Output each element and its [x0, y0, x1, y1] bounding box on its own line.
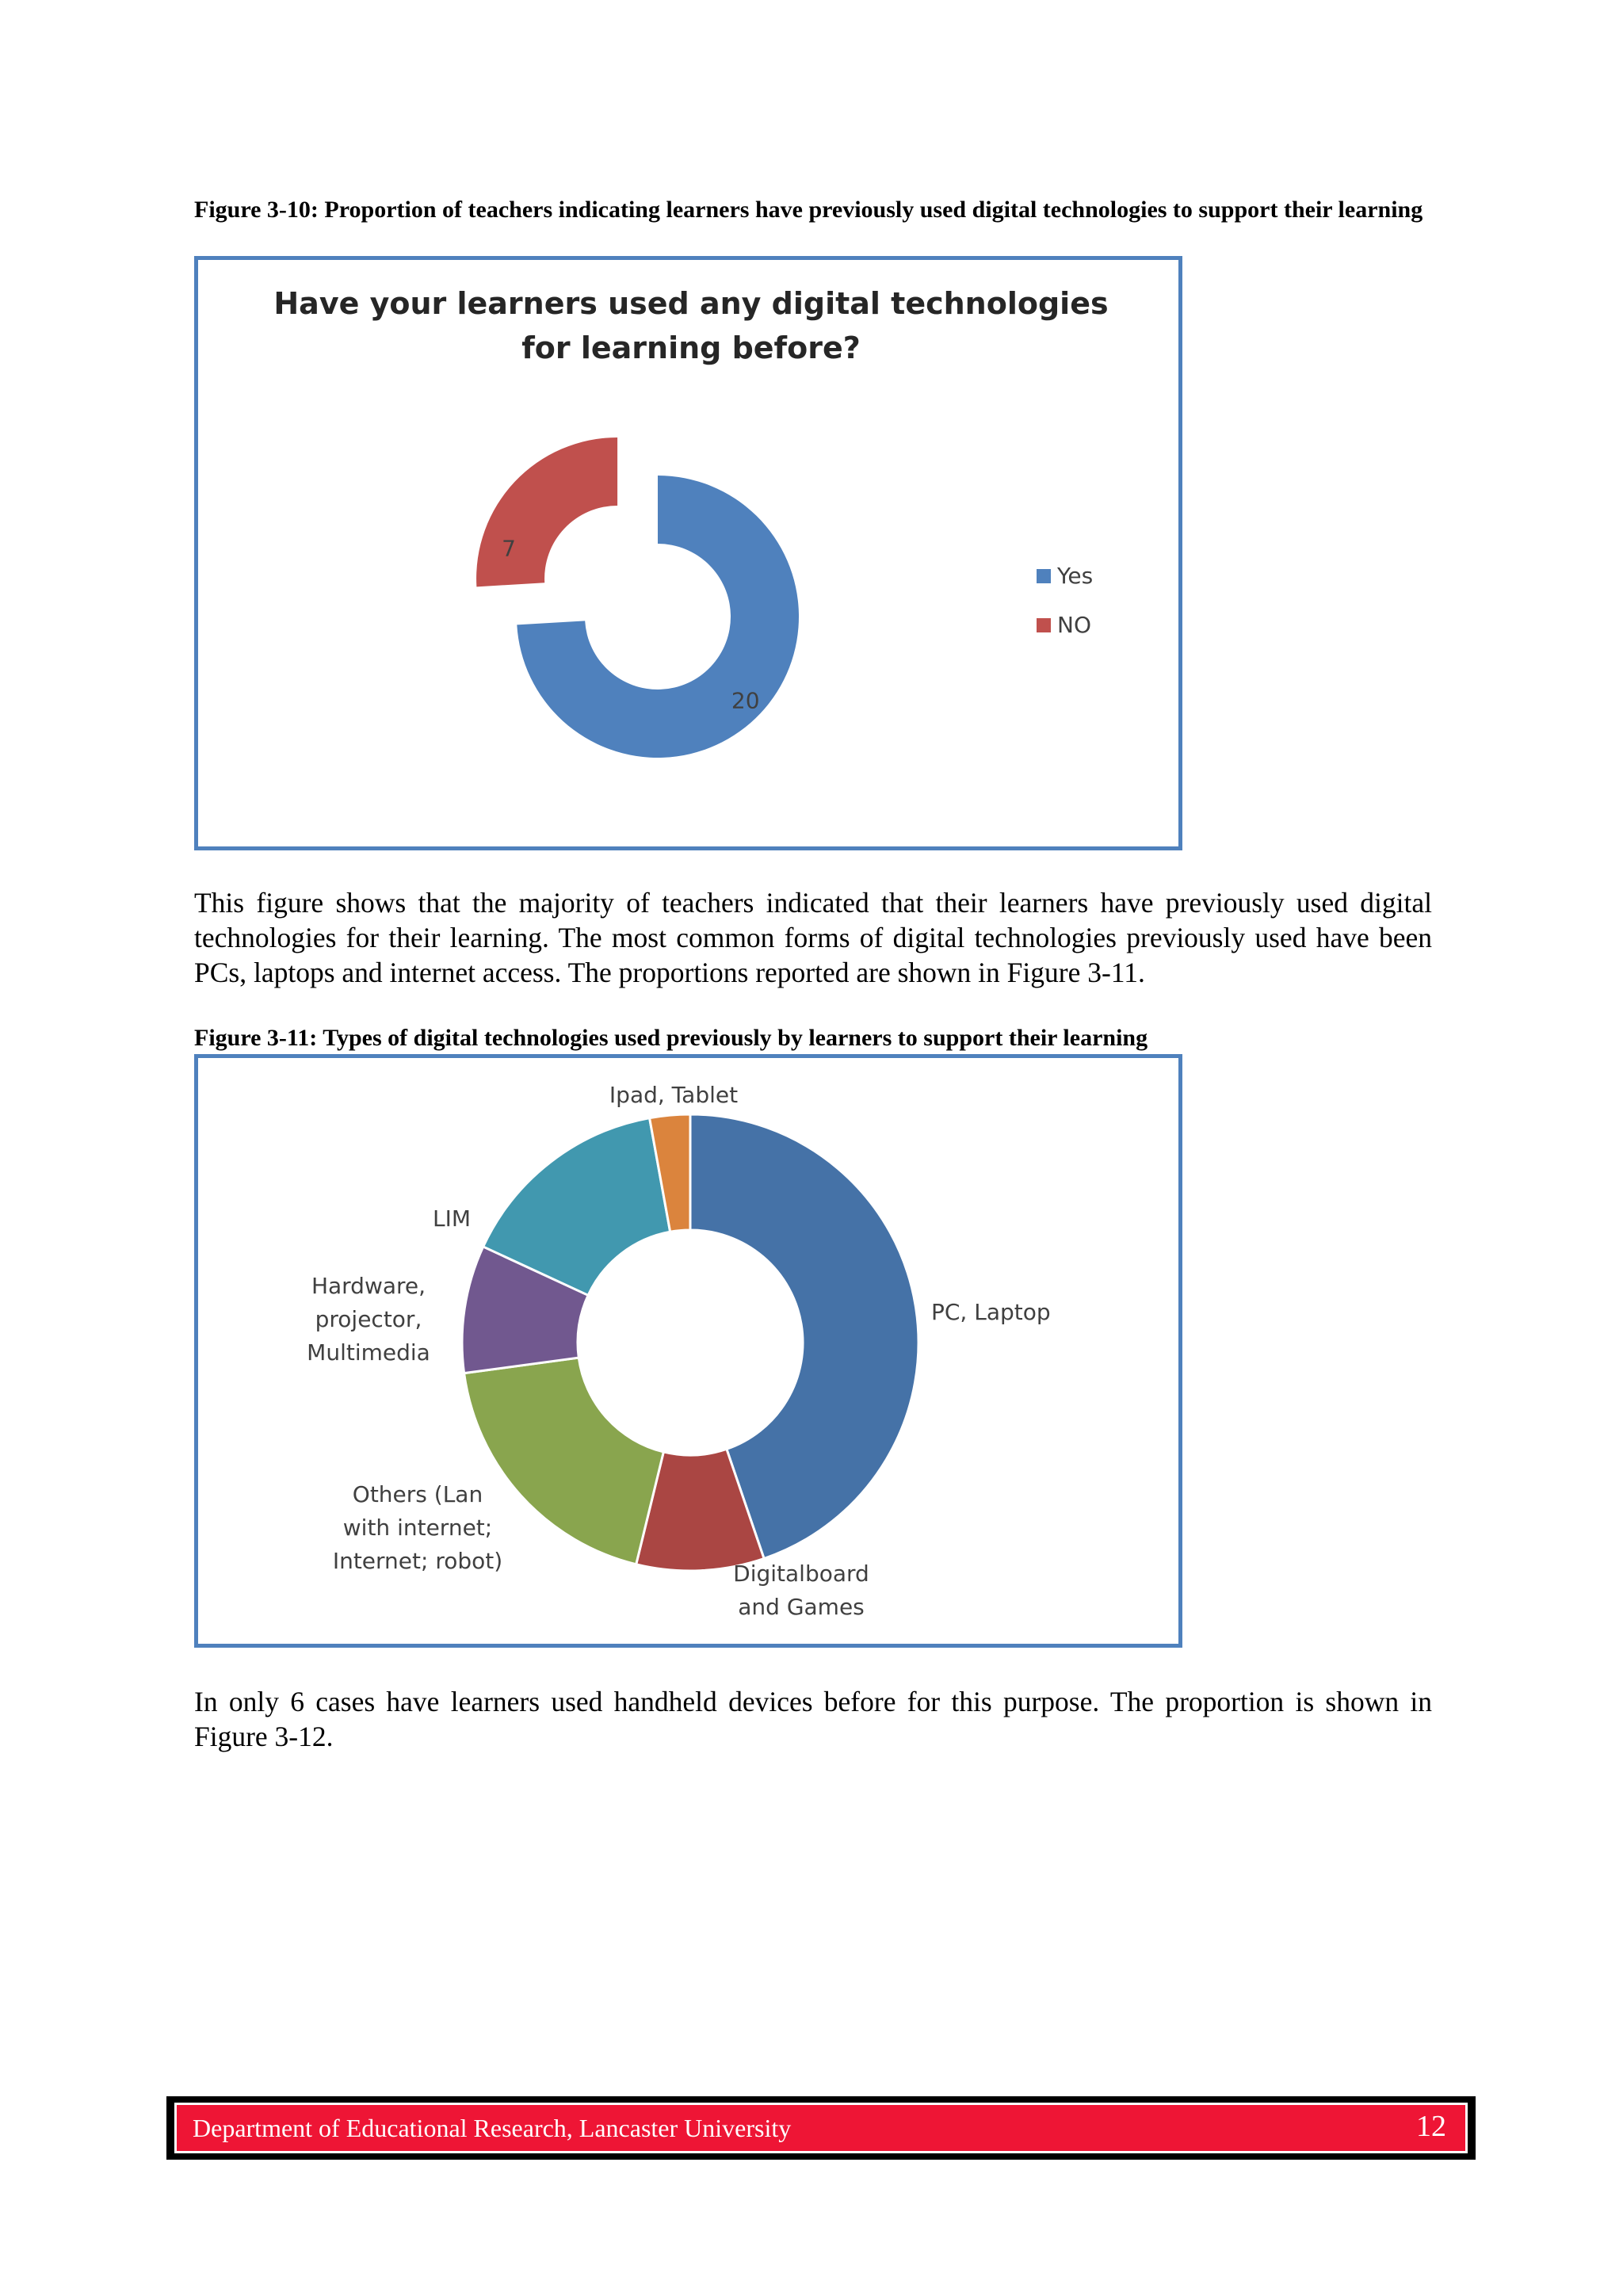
category-label-digitalboard-and-games: Digitalboard and Games: [733, 1561, 869, 1620]
slice-others-lan-with-internet-internet-robot: [464, 1358, 664, 1564]
chart-title-line-1: Have your learners used any digital technologies: [273, 286, 1109, 321]
category-label-lim: LIM: [432, 1205, 472, 1232]
category-label-ipad-tablet: Ipad, Tablet: [609, 1082, 739, 1108]
slice-no: [476, 437, 617, 586]
category-label-others-lan-with-internet-internet-robot: Others (Lan with internet; Internet; robot): [332, 1481, 503, 1574]
figure-3-11-caption: Figure 3-11: Types of digital technologies used previously by learners to support their learning: [194, 1025, 1148, 1051]
figure-3-10-caption: Figure 3-10: Proportion of teachers indicating learners have previously used digital technologies to support their learning: [194, 197, 1423, 223]
page-footer: [166, 2096, 1476, 2160]
legend-swatch-no: [1037, 618, 1051, 632]
legend-label-yes: Yes: [1057, 563, 1094, 589]
footer-bar: [174, 2103, 1468, 2153]
figure-3-11-chart: [194, 1054, 1182, 1648]
data-label-yes: 20: [731, 687, 760, 714]
data-label-no: 7: [502, 535, 516, 562]
page-number: 12: [1416, 2110, 1446, 2143]
body-paragraph-1: This figure shows that the majority of teachers indicated that their learners have previously used digital technologies for their learning. The most common forms of digital technologies previously used have been PCs, laptops and internet access. The proportions reported are shown in Figure 3-11.: [194, 887, 1432, 988]
legend-label-no: NO: [1057, 612, 1091, 638]
chart-title-line-2: for learning before?: [521, 330, 861, 365]
body-paragraph-2: In only 6 cases have learners used handheld devices before for this purpose. The proportion is shown in Figure 3-12.: [194, 1686, 1432, 1752]
footer-institution: Department of Educational Research, Lancaster University: [193, 2114, 792, 2142]
figure-3-10-chart: [194, 256, 1182, 850]
category-label-hardware-projector-multimedia: Hardware, projector, Multimedia: [307, 1273, 430, 1366]
category-label-pc-laptop: PC, Laptop: [931, 1299, 1051, 1325]
legend-swatch-yes: [1037, 569, 1051, 583]
